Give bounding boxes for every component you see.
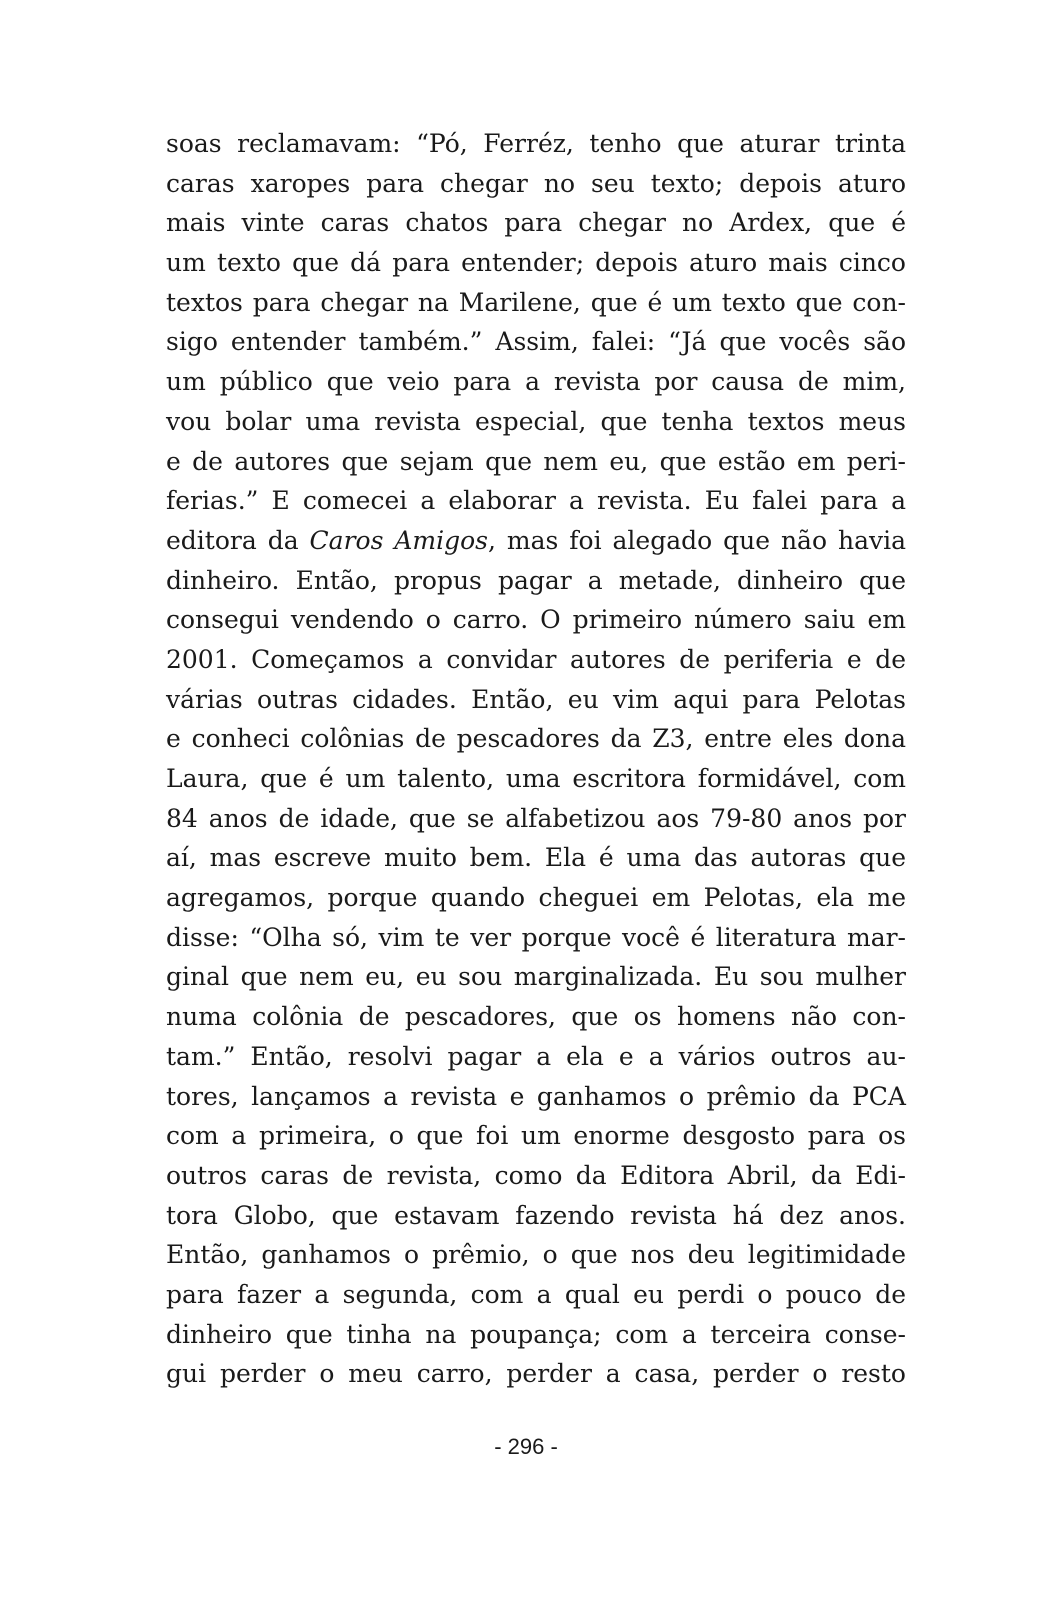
text-line: sigo entender também.” Assim, falei: “Já que vocês são bbox=[166, 327, 906, 357]
text-segment: editora da bbox=[166, 525, 310, 555]
text-line: um texto que dá para entender; depois aturo mais cinco bbox=[166, 248, 906, 278]
text-line: 2001. Começamos a convidar autores de periferia e de bbox=[166, 644, 906, 674]
text-line-with-italic bbox=[166, 521, 906, 561]
text-line: tam.” Então, resolvi pagar a ela e a vários outros au- bbox=[166, 1041, 906, 1071]
text-line: tores, lançamos a revista e ganhamos o prêmio da PCA bbox=[166, 1081, 906, 1111]
body-text bbox=[166, 124, 906, 1394]
text-line: vou bolar uma revista especial, que tenha textos meus bbox=[166, 406, 906, 436]
text-segment: , mas foi alegado que não havia bbox=[488, 525, 906, 555]
text-line: disse: “Olha só, vim te ver porque você é literatura mar- bbox=[166, 922, 906, 952]
text-line: e conheci colônias de pescadores da Z3, entre eles dona bbox=[166, 724, 906, 754]
text-line: um público que veio para a revista por causa de mim, bbox=[166, 367, 906, 397]
text-line: consegui vendendo o carro. O primeiro número saiu em bbox=[166, 605, 906, 635]
text-line: e de autores que sejam que nem eu, que estão em peri- bbox=[166, 446, 906, 476]
text-line: numa colônia de pescadores, que os homens não con- bbox=[166, 1002, 906, 1032]
italic-title: Caros Amigos bbox=[309, 525, 488, 555]
text-line: 84 anos de idade, que se alfabetizou aos 79-80 anos por bbox=[166, 803, 906, 833]
text-line: tora Globo, que estavam fazendo revista há dez anos. bbox=[166, 1200, 906, 1230]
text-line: agregamos, porque quando cheguei em Pelotas, ela me bbox=[166, 883, 906, 913]
text-line: dinheiro. Então, propus pagar a metade, dinheiro que bbox=[166, 565, 906, 595]
text-line: dinheiro que tinha na poupança; com a terceira conse- bbox=[166, 1319, 906, 1349]
text-line: Laura, que é um talento, uma escritora formidável, com bbox=[166, 764, 906, 793]
text-line: com a primeira, o que foi um enorme desgosto para os bbox=[166, 1121, 906, 1151]
page-number: - 296 - bbox=[494, 1434, 558, 1459]
text-line: caras xaropes para chegar no seu texto; depois aturo bbox=[166, 168, 906, 198]
text-line: ferias.” E comecei a elaborar a revista. Eu falei para a bbox=[166, 486, 906, 516]
text-line: aí, mas escreve muito bem. Ela é uma das autoras que bbox=[166, 843, 906, 873]
text-line: várias outras cidades. Então, eu vim aqui para Pelotas bbox=[166, 684, 906, 714]
text-line: Então, ganhamos o prêmio, o que nos deu legitimidade bbox=[166, 1240, 906, 1270]
text-line: gui perder o meu carro, perder a casa, perder o resto bbox=[166, 1359, 906, 1389]
text-line: outros caras de revista, como da Editora Abril, da Edi- bbox=[166, 1160, 906, 1190]
text-line: ginal que nem eu, eu sou marginalizada. Eu sou mulher bbox=[166, 962, 906, 992]
text-line: soas reclamavam: “Pó, Ferréz, tenho que aturar trinta bbox=[166, 129, 906, 158]
text-line: textos para chegar na Marilene, que é um texto que con- bbox=[166, 287, 906, 317]
text-line: para fazer a segunda, com a qual eu perdi o pouco de bbox=[166, 1279, 906, 1309]
text-line: mais vinte caras chatos para chegar no Ardex, que é bbox=[166, 208, 906, 238]
